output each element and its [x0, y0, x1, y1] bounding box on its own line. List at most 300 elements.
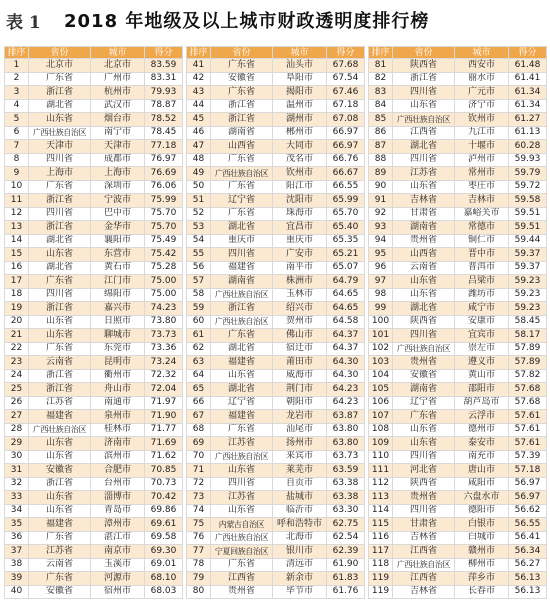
table-row [5, 180, 183, 194]
cell-city: 钦州市 [455, 113, 509, 127]
cell-province: 福建省 [211, 356, 273, 370]
cell-province: 山东省 [29, 491, 91, 505]
cell-province: 广东省 [211, 423, 273, 437]
cell-city: 扬州市 [273, 437, 327, 451]
cell-rank: 10 [5, 180, 29, 194]
table-row [369, 491, 547, 505]
cell-score: 61.27 [509, 113, 547, 127]
table-row [187, 531, 365, 545]
cell-score: 61.83 [327, 572, 365, 586]
cell-city: 北海市 [273, 531, 327, 545]
cell-city: 金华市 [91, 221, 145, 235]
cell-score: 69.30 [145, 545, 183, 559]
cell-rank: 34 [5, 504, 29, 518]
ranking-table-2 [186, 46, 365, 599]
cell-city: 盐城市 [273, 491, 327, 505]
cell-city: 宜昌市 [273, 221, 327, 235]
cell-province: 四川省 [393, 86, 455, 100]
cell-province: 四川省 [29, 288, 91, 302]
cell-rank: 115 [369, 518, 393, 532]
cell-province: 广东省 [211, 59, 273, 73]
cell-province: 湖北省 [29, 234, 91, 248]
cell-rank: 72 [187, 477, 211, 491]
table-row [369, 518, 547, 532]
cell-province: 安徽省 [29, 464, 91, 478]
cell-province: 宁夏回族自治区 [211, 545, 273, 559]
cell-province: 浙江省 [393, 72, 455, 86]
cell-rank: 87 [369, 140, 393, 154]
cell-rank: 79 [187, 572, 211, 586]
cell-province: 江西省 [393, 572, 455, 586]
cell-province: 湖南省 [393, 383, 455, 397]
cell-rank: 97 [369, 275, 393, 289]
table-row [369, 342, 547, 356]
cell-rank: 99 [369, 302, 393, 316]
cell-rank: 46 [187, 126, 211, 140]
cell-score: 59.51 [509, 207, 547, 221]
cell-province: 天津市 [29, 140, 91, 154]
cell-rank: 17 [5, 275, 29, 289]
cell-score: 59.51 [509, 221, 547, 235]
table-row [5, 464, 183, 478]
cell-province: 福建省 [211, 261, 273, 275]
cell-rank: 11 [5, 194, 29, 208]
cell-city: 舟山市 [91, 383, 145, 397]
cell-city: 昆明市 [91, 356, 145, 370]
cell-province: 江苏省 [29, 545, 91, 559]
table-row [187, 356, 365, 370]
cell-province: 贵州省 [211, 585, 273, 599]
table-row [5, 86, 183, 100]
cell-province: 广东省 [211, 558, 273, 572]
cell-rank: 41 [187, 59, 211, 73]
cell-rank: 73 [187, 491, 211, 505]
cell-province: 广东省 [29, 342, 91, 356]
cell-rank: 37 [5, 545, 29, 559]
cell-score: 68.03 [145, 585, 183, 599]
table-row [187, 450, 365, 464]
cell-province: 广东省 [211, 207, 273, 221]
cell-rank: 111 [369, 464, 393, 478]
cell-rank: 101 [369, 329, 393, 343]
cell-city: 嘉峪关市 [455, 207, 509, 221]
table-row [5, 558, 183, 572]
cell-score: 69.58 [145, 531, 183, 545]
cell-province: 浙江省 [29, 194, 91, 208]
cell-score: 57.89 [509, 342, 547, 356]
cell-city: 宿迁市 [273, 342, 327, 356]
cell-city: 河源市 [91, 572, 145, 586]
cell-score: 56.55 [509, 518, 547, 532]
table-row [369, 531, 547, 545]
cell-province: 浙江省 [29, 477, 91, 491]
cell-score: 59.37 [509, 248, 547, 262]
cell-province: 湖南省 [211, 275, 273, 289]
cell-city: 临沂市 [273, 504, 327, 518]
cell-rank: 83 [369, 86, 393, 100]
cell-city: 德州市 [455, 423, 509, 437]
cell-city: 潍坊市 [455, 288, 509, 302]
cell-rank: 56 [187, 261, 211, 275]
cell-city: 南京市 [91, 545, 145, 559]
column-header-score: 得分 [509, 47, 547, 59]
table-row [369, 464, 547, 478]
cell-province: 山东省 [393, 423, 455, 437]
cell-score: 71.97 [145, 396, 183, 410]
table-row [187, 504, 365, 518]
cell-province: 江西省 [393, 126, 455, 140]
cell-province: 四川省 [393, 450, 455, 464]
table-row [5, 275, 183, 289]
cell-city: 玉林市 [273, 288, 327, 302]
cell-rank: 22 [5, 342, 29, 356]
cell-city: 南通市 [91, 396, 145, 410]
cell-rank: 69 [187, 437, 211, 451]
cell-score: 70.42 [145, 491, 183, 505]
cell-rank: 29 [5, 437, 29, 451]
table-row [5, 221, 183, 235]
cell-city: 泉州市 [91, 410, 145, 424]
table-row [187, 585, 365, 599]
cell-city: 宿州市 [91, 585, 145, 599]
cell-score: 63.59 [327, 464, 365, 478]
cell-rank: 47 [187, 140, 211, 154]
cell-province: 湖北省 [393, 302, 455, 316]
cell-rank: 24 [5, 369, 29, 383]
table-row [5, 383, 183, 397]
cell-province: 云南省 [393, 261, 455, 275]
cell-score: 76.69 [145, 167, 183, 181]
cell-rank: 76 [187, 531, 211, 545]
cell-score: 75.70 [145, 221, 183, 235]
cell-province: 北京市 [29, 59, 91, 73]
cell-province: 陕西省 [393, 477, 455, 491]
cell-score: 64.65 [327, 288, 365, 302]
cell-score: 78.87 [145, 99, 183, 113]
cell-city: 自贡市 [273, 477, 327, 491]
cell-city: 枣庄市 [455, 180, 509, 194]
cell-province: 浙江省 [29, 302, 91, 316]
cell-rank: 70 [187, 450, 211, 464]
cell-city: 江门市 [91, 275, 145, 289]
cell-province: 山东省 [211, 504, 273, 518]
table-row [369, 383, 547, 397]
cell-province: 上海市 [29, 167, 91, 181]
cell-city: 济宁市 [455, 99, 509, 113]
table-row [369, 275, 547, 289]
cell-score: 59.23 [509, 275, 547, 289]
cell-city: 九江市 [455, 126, 509, 140]
cell-city: 湖州市 [273, 113, 327, 127]
cell-score: 61.34 [509, 99, 547, 113]
cell-city: 黄山市 [455, 369, 509, 383]
cell-city: 佛山市 [273, 329, 327, 343]
cell-city: 钦州市 [273, 167, 327, 181]
cell-province: 吉林省 [393, 194, 455, 208]
table-row [369, 423, 547, 437]
cell-rank: 35 [5, 518, 29, 532]
cell-score: 57.82 [509, 369, 547, 383]
cell-score: 75.00 [145, 275, 183, 289]
cell-city: 柳州市 [455, 558, 509, 572]
cell-city: 桂林市 [91, 423, 145, 437]
cell-score: 64.37 [327, 329, 365, 343]
cell-score: 71.69 [145, 437, 183, 451]
cell-province: 四川省 [211, 477, 273, 491]
table-row [5, 207, 183, 221]
cell-city: 南充市 [455, 450, 509, 464]
table-row [5, 545, 183, 559]
title-bar [0, 0, 550, 40]
cell-city: 六盘水市 [455, 491, 509, 505]
cell-score: 75.42 [145, 248, 183, 262]
cell-city: 日照市 [91, 315, 145, 329]
table-row [369, 86, 547, 100]
cell-score: 64.23 [327, 396, 365, 410]
cell-rank: 113 [369, 491, 393, 505]
cell-province: 浙江省 [29, 86, 91, 100]
cell-rank: 108 [369, 423, 393, 437]
cell-city: 呼和浩特市 [273, 518, 327, 532]
cell-score: 66.55 [327, 180, 365, 194]
cell-rank: 45 [187, 113, 211, 127]
cell-city: 长春市 [455, 585, 509, 599]
cell-province: 山东省 [393, 437, 455, 451]
cell-score: 72.04 [145, 383, 183, 397]
cell-province: 广东省 [211, 180, 273, 194]
cell-rank: 39 [5, 572, 29, 586]
cell-score: 61.41 [509, 72, 547, 86]
table-row [369, 288, 547, 302]
cell-province: 河北省 [393, 464, 455, 478]
cell-province: 山东省 [393, 275, 455, 289]
cell-city: 大同市 [273, 140, 327, 154]
cell-score: 56.97 [509, 477, 547, 491]
table-row [369, 356, 547, 370]
cell-city: 北京市 [91, 59, 145, 73]
table-row [187, 437, 365, 451]
table-row [369, 99, 547, 113]
cell-province: 广西壮族自治区 [211, 315, 273, 329]
cell-score: 57.89 [509, 356, 547, 370]
cell-rank: 109 [369, 437, 393, 451]
table-row [369, 315, 547, 329]
cell-score: 56.13 [509, 572, 547, 586]
cell-rank: 53 [187, 221, 211, 235]
cell-city: 汕头市 [273, 59, 327, 73]
cell-rank: 90 [369, 180, 393, 194]
cell-city: 云浮市 [455, 410, 509, 424]
cell-province: 湖北省 [211, 383, 273, 397]
cell-province: 湖北省 [393, 140, 455, 154]
cell-score: 66.97 [327, 126, 365, 140]
cell-province: 浙江省 [29, 221, 91, 235]
table-row [187, 464, 365, 478]
table-row [187, 342, 365, 356]
cell-score: 75.28 [145, 261, 183, 275]
cell-city: 南宁市 [91, 126, 145, 140]
cell-rank: 48 [187, 153, 211, 167]
cell-city: 西安市 [455, 59, 509, 73]
table-row [369, 585, 547, 599]
table-row [5, 369, 183, 383]
cell-city: 常州市 [455, 167, 509, 181]
table-row [369, 140, 547, 154]
cell-rank: 51 [187, 194, 211, 208]
cell-rank: 103 [369, 356, 393, 370]
cell-rank: 110 [369, 450, 393, 464]
cell-city: 巴中市 [91, 207, 145, 221]
cell-score: 61.48 [509, 59, 547, 73]
cell-score: 63.73 [327, 450, 365, 464]
table-row [187, 59, 365, 73]
cell-rank: 38 [5, 558, 29, 572]
cell-score: 73.24 [145, 356, 183, 370]
table-row [5, 113, 183, 127]
cell-province: 山东省 [393, 99, 455, 113]
cell-score: 57.68 [509, 396, 547, 410]
cell-rank: 88 [369, 153, 393, 167]
cell-province: 广东省 [29, 531, 91, 545]
table-row [187, 275, 365, 289]
cell-province: 广西壮族自治区 [211, 531, 273, 545]
cell-rank: 14 [5, 234, 29, 248]
cell-city: 玉溪市 [91, 558, 145, 572]
table-row [187, 207, 365, 221]
column-header-city: 城市 [455, 47, 509, 59]
cell-province: 江苏省 [29, 396, 91, 410]
cell-city: 黄石市 [91, 261, 145, 275]
cell-province: 湖南省 [211, 126, 273, 140]
table-row [187, 86, 365, 100]
cell-rank: 119 [369, 585, 393, 599]
table-row [369, 396, 547, 410]
cell-score: 75.99 [145, 194, 183, 208]
table-row [187, 261, 365, 275]
cell-province: 四川省 [29, 207, 91, 221]
header-row [369, 47, 547, 59]
cell-rank: 80 [187, 585, 211, 599]
cell-city: 朝阳市 [273, 396, 327, 410]
table-row [369, 504, 547, 518]
column-header-city: 城市 [273, 47, 327, 59]
cell-province: 吉林省 [393, 585, 455, 599]
cell-province: 山东省 [393, 180, 455, 194]
cell-city: 泸州市 [455, 153, 509, 167]
table-row [187, 396, 365, 410]
table-row [369, 234, 547, 248]
cell-rank: 5 [5, 113, 29, 127]
cell-province: 贵州省 [393, 356, 455, 370]
cell-rank: 25 [5, 383, 29, 397]
cell-city: 襄阳市 [91, 234, 145, 248]
cell-city: 吉林市 [455, 194, 509, 208]
table-row [5, 396, 183, 410]
cell-score: 83.31 [145, 72, 183, 86]
cell-province: 湖北省 [211, 221, 273, 235]
cell-score: 61.13 [509, 126, 547, 140]
cell-rank: 112 [369, 477, 393, 491]
cell-city: 萍乡市 [455, 572, 509, 586]
cell-score: 67.68 [327, 59, 365, 73]
table-row [5, 437, 183, 451]
cell-rank: 100 [369, 315, 393, 329]
cell-city: 来宾市 [273, 450, 327, 464]
cell-province: 四川省 [393, 329, 455, 343]
cell-score: 59.37 [509, 261, 547, 275]
cell-province: 江苏省 [393, 167, 455, 181]
cell-province: 山西省 [393, 248, 455, 262]
table-row [5, 302, 183, 316]
cell-province: 福建省 [29, 518, 91, 532]
cell-city: 新余市 [273, 572, 327, 586]
cell-rank: 71 [187, 464, 211, 478]
cell-score: 58.45 [509, 315, 547, 329]
cell-rank: 50 [187, 180, 211, 194]
cell-province: 陕西省 [393, 59, 455, 73]
cell-province: 江苏省 [211, 437, 273, 451]
cell-city: 聊城市 [91, 329, 145, 343]
cell-rank: 13 [5, 221, 29, 235]
ranking-tables [4, 46, 546, 600]
cell-province: 甘肃省 [393, 518, 455, 532]
cell-rank: 62 [187, 342, 211, 356]
table-row [187, 99, 365, 113]
cell-rank: 28 [5, 423, 29, 437]
table-row [369, 477, 547, 491]
ranking-table-1 [4, 46, 183, 599]
cell-score: 59.93 [509, 153, 547, 167]
cell-province: 广东省 [211, 153, 273, 167]
cell-score: 57.61 [509, 410, 547, 424]
cell-rank: 93 [369, 221, 393, 235]
table-row [369, 221, 547, 235]
cell-province: 山东省 [211, 464, 273, 478]
cell-province: 四川省 [211, 248, 273, 262]
table-row [187, 423, 365, 437]
table-row [5, 518, 183, 532]
cell-rank: 117 [369, 545, 393, 559]
cell-score: 76.97 [145, 153, 183, 167]
cell-rank: 57 [187, 275, 211, 289]
cell-province: 内蒙古自治区 [211, 518, 273, 532]
cell-score: 69.61 [145, 518, 183, 532]
cell-score: 67.08 [327, 113, 365, 127]
cell-score: 70.85 [145, 464, 183, 478]
cell-rank: 6 [5, 126, 29, 140]
cell-score: 59.23 [509, 302, 547, 316]
cell-city: 崇左市 [455, 342, 509, 356]
cell-city: 遵义市 [455, 356, 509, 370]
cell-province: 广东省 [29, 572, 91, 586]
cell-score: 71.77 [145, 423, 183, 437]
table-row [369, 261, 547, 275]
cell-rank: 66 [187, 396, 211, 410]
table-row [187, 383, 365, 397]
cell-rank: 104 [369, 369, 393, 383]
cell-rank: 9 [5, 167, 29, 181]
cell-score: 63.30 [327, 504, 365, 518]
cell-rank: 65 [187, 383, 211, 397]
cell-score: 75.00 [145, 288, 183, 302]
table-row [187, 72, 365, 86]
cell-score: 73.36 [145, 342, 183, 356]
cell-rank: 107 [369, 410, 393, 424]
table-row [187, 234, 365, 248]
cell-province: 广西壮族自治区 [29, 126, 91, 140]
table-row [187, 491, 365, 505]
table-row [5, 59, 183, 73]
